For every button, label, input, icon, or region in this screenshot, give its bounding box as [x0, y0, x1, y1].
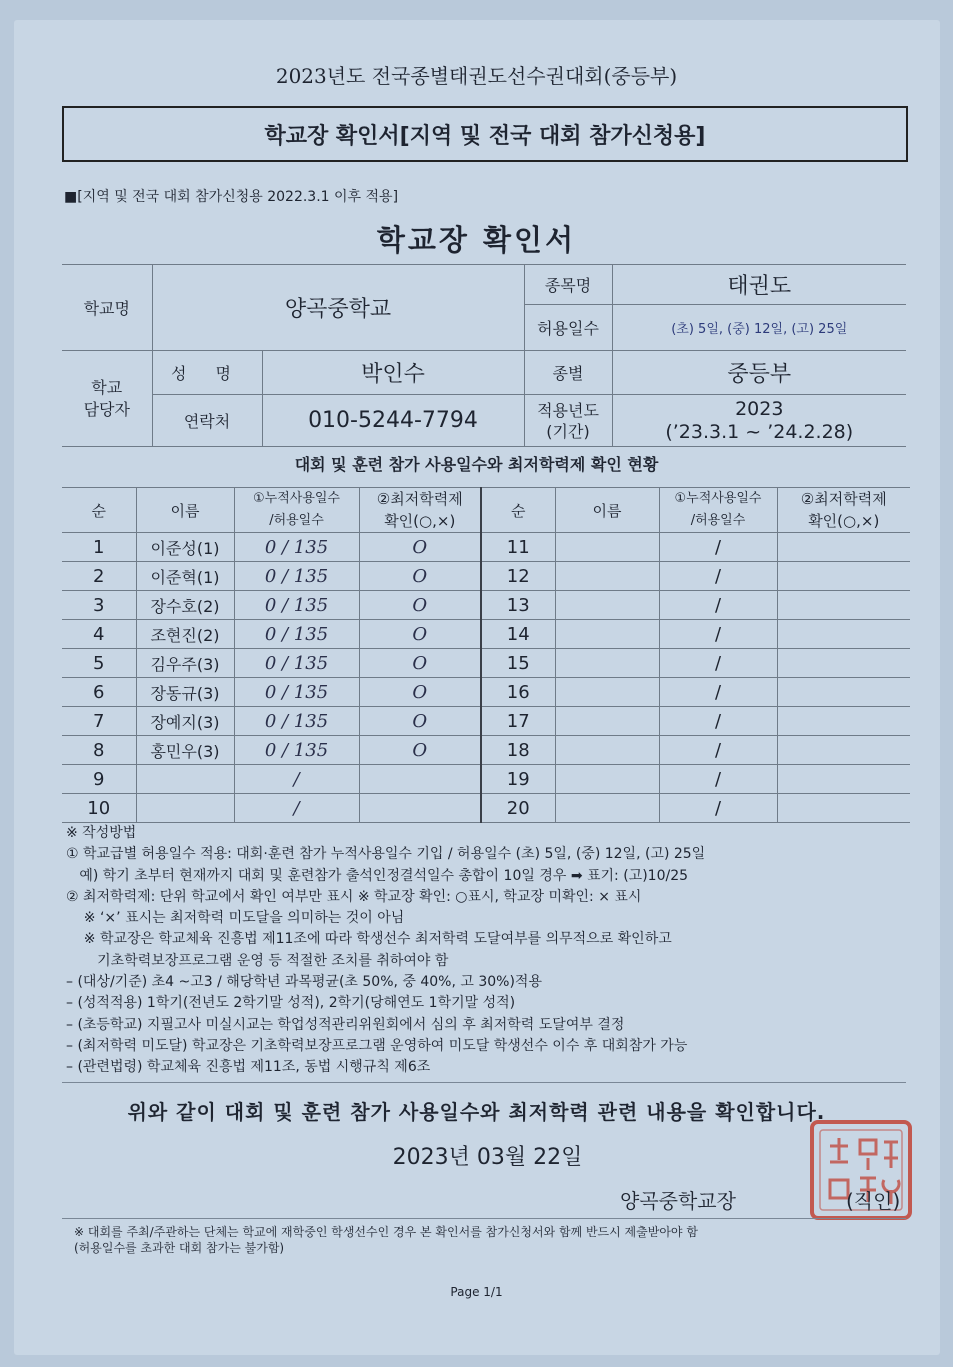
row-name: [555, 620, 659, 649]
row-check: [777, 678, 910, 707]
row-check: O: [359, 678, 481, 707]
row-check: [777, 591, 910, 620]
table-header-row: [62, 488, 910, 533]
year-cell: [612, 395, 906, 447]
row-days: /: [659, 765, 777, 794]
divider-2: [62, 1218, 906, 1219]
note-line: ※ ‘×’ 표시는 최저학력 미도달을 의미하는 것이 아님: [66, 910, 405, 927]
row-no: 11: [481, 533, 555, 562]
row-days: /: [659, 736, 777, 765]
row-check: [777, 736, 910, 765]
athlete-table-body: [62, 488, 910, 823]
row-name: 이준성(1): [136, 533, 234, 562]
table-row: [62, 678, 910, 707]
note-line: ① 학교급별 허용일수 적용: 대회·훈련 참가 누적사용일수 기입 / 허용일수 (초) 5일, (중) 12일, (고) 25일: [66, 846, 706, 863]
row-days: 0 / 135: [234, 736, 359, 765]
header-check: ②최저학력제 확인(○,×): [359, 488, 481, 533]
event-title: 2023년도 전국종별태권도선수권대회(중등부): [275, 64, 678, 88]
row-check: O: [359, 562, 481, 591]
header-no: 순: [62, 488, 136, 533]
row-days: 0 / 135: [234, 620, 359, 649]
confirm-statement: 위와 같이 대회 및 훈련 참가 사용일수와 최저학력 관련 내용을 확인합니다.: [127, 1100, 826, 1124]
division-value: 중등부: [612, 351, 906, 395]
note-line: – (관련법령) 학교체육 진흥법 제11조, 동법 시행규칙 제6조: [66, 1059, 431, 1076]
name-label: 성 명: [152, 351, 262, 395]
row-days: /: [659, 794, 777, 823]
row-check: [359, 794, 481, 823]
info-table: [62, 264, 906, 447]
row-name: [136, 794, 234, 823]
row-no: 13: [481, 591, 555, 620]
row-days: 0 / 135: [234, 591, 359, 620]
row-check: [777, 765, 910, 794]
issue-date: 2023년 03월 22일: [392, 1145, 583, 1170]
row-no: 7: [62, 707, 136, 736]
row-days: /: [234, 765, 359, 794]
allowed-label: 허용일수: [524, 305, 612, 351]
row-check: [777, 649, 910, 678]
athlete-table: [62, 487, 910, 823]
row-name: 장동규(3): [136, 678, 234, 707]
header-check-2: ②최저학력제 확인(○,×): [777, 488, 910, 533]
row-name: 장예지(3): [136, 707, 234, 736]
row-name: 김우주(3): [136, 649, 234, 678]
contact-value: 010-5244-7794: [262, 395, 524, 447]
year-label: 적용년도 (기간): [524, 395, 612, 447]
row-no: 17: [481, 707, 555, 736]
school-label: 학교명: [62, 265, 152, 351]
row-name: 장수호(2): [136, 591, 234, 620]
row-days: /: [659, 591, 777, 620]
note-line: – (최저학력 미도달) 학교장은 기초학력보장프로그램 운영하여 미도달 학생선수 이수 후 대회참가 가능: [66, 1037, 688, 1054]
row-check: [777, 707, 910, 736]
row-check: O: [359, 620, 481, 649]
principal-name: 양곡중학교장: [620, 1189, 736, 1213]
row-name: [555, 707, 659, 736]
row-no: 10: [62, 794, 136, 823]
row-days: /: [234, 794, 359, 823]
row-name: [555, 678, 659, 707]
row-check: O: [359, 707, 481, 736]
header-no-2: 순: [481, 488, 555, 533]
table-row: [62, 707, 910, 736]
table-title: 대회 및 훈련 참가 사용일수와 최저학력제 확인 현황: [294, 455, 659, 474]
row-days: 0 / 135: [234, 649, 359, 678]
row-name: [136, 765, 234, 794]
main-title: 학교장 확인서: [376, 223, 577, 257]
row-no: 20: [481, 794, 555, 823]
row-no: 12: [481, 562, 555, 591]
seal-label: (직인): [846, 1189, 901, 1213]
table-row: [62, 736, 910, 765]
divider: [62, 1082, 906, 1083]
row-days: /: [659, 533, 777, 562]
row-check: O: [359, 533, 481, 562]
row-name: 이준혁(1): [136, 562, 234, 591]
period-value: (’23.3.1 ~ ’24.2.28): [665, 420, 854, 443]
row-no: 18: [481, 736, 555, 765]
table-row: [62, 533, 910, 562]
note-line: – (대상/기준) 초4 ~고3 / 해당학년 과목평균(초 50%, 중 40%, 고 30%)적용: [66, 974, 542, 991]
row-name: [555, 562, 659, 591]
row-check: O: [359, 591, 481, 620]
sport-value: 태권도: [612, 265, 906, 305]
row-days: /: [659, 678, 777, 707]
row-days: /: [659, 620, 777, 649]
row-name: [555, 765, 659, 794]
row-no: 15: [481, 649, 555, 678]
row-check: [777, 533, 910, 562]
row-name: [555, 533, 659, 562]
row-no: 19: [481, 765, 555, 794]
writing-instructions: [66, 823, 916, 1079]
note-line: 기초학력보장프로그램 운영 등 적절한 조치를 취하여야 함: [66, 952, 449, 969]
header-name-2: 이름: [555, 488, 659, 533]
row-no: 8: [62, 736, 136, 765]
note-line: – (성적적용) 1학기(전년도 2학기말 성적), 2학기(당해연도 1학기말 성적): [66, 995, 516, 1012]
note-line: ※ 작성방법: [66, 825, 137, 841]
row-days: 0 / 135: [234, 562, 359, 591]
row-name: [555, 649, 659, 678]
applied-note: ■[지역 및 전국 대회 참가신청용 2022.3.1 이후 적용]: [64, 189, 399, 205]
row-check: O: [359, 649, 481, 678]
table-row: [62, 620, 910, 649]
row-days: 0 / 135: [234, 533, 359, 562]
row-name: [555, 794, 659, 823]
row-name: [555, 591, 659, 620]
row-name: 조현진(2): [136, 620, 234, 649]
contact-label: 연락처: [152, 395, 262, 447]
row-days: 0 / 135: [234, 678, 359, 707]
row-check: [359, 765, 481, 794]
header-days-2: ①누적사용일수 /허용일수: [659, 488, 777, 533]
sport-label: 종목명: [524, 265, 612, 305]
row-days: /: [659, 562, 777, 591]
row-no: 9: [62, 765, 136, 794]
row-check: [777, 562, 910, 591]
row-days: /: [659, 707, 777, 736]
table-row: [62, 765, 910, 794]
footnote: ※ 대회를 주최/주관하는 단체는 학교에 재학중인 학생선수인 경우 본 확인서를 참가신청서와 함께 반드시 제출받아야 함 (허용일수를 초과한 대회 참가는 불가함): [74, 1225, 698, 1255]
row-days: 0 / 135: [234, 707, 359, 736]
note-line: ※ 학교장은 학교체육 진흥법 제11조에 따라 학생선수 최저학력 도달여부를 의무적으로 확인하고: [66, 931, 672, 948]
row-no: 6: [62, 678, 136, 707]
note-line: 예) 학기 초부터 현재까지 대회 및 훈련참가 출석인정결석일수 총합이 10일 경우 ➡ 표기: (고)10/25: [66, 867, 689, 884]
row-check: [777, 620, 910, 649]
header-name: 이름: [136, 488, 234, 533]
note-line: – (초등학교) 지필고사 미실시교는 학업성적관리위원회에서 심의 후 최저학력 도달여부 결정: [66, 1016, 625, 1033]
row-name: [555, 736, 659, 765]
manager-label: 학교 담당자: [62, 351, 152, 447]
row-no: 1: [62, 533, 136, 562]
table-row: [62, 649, 910, 678]
year-value: 2023: [735, 397, 784, 420]
row-check: O: [359, 736, 481, 765]
header-days: ①누적사용일수 /허용일수: [234, 488, 359, 533]
row-check: [777, 794, 910, 823]
row-no: 16: [481, 678, 555, 707]
row-no: 4: [62, 620, 136, 649]
form-title: [62, 106, 908, 162]
row-no: 5: [62, 649, 136, 678]
row-no: 14: [481, 620, 555, 649]
table-row: [62, 562, 910, 591]
school-value: 양곡중학교: [152, 265, 524, 351]
division-label: 종별: [524, 351, 612, 395]
name-value: 박인수: [262, 351, 524, 395]
row-no: 2: [62, 562, 136, 591]
table-row: [62, 591, 910, 620]
row-no: 3: [62, 591, 136, 620]
note-line: ② 최저학력제: 단위 학교에서 확인 여부만 표시 ※ 학교장 확인: ○표시, 학교장 미확인: × 표시: [66, 888, 642, 905]
table-row: [62, 794, 910, 823]
row-name: 홍민우(3): [136, 736, 234, 765]
page-number: Page 1/1: [450, 1285, 503, 1299]
row-days: /: [659, 649, 777, 678]
form-title-text: 학교장 확인서[지역 및 전국 대회 참가신청용]: [264, 123, 706, 149]
allowed-value: (초) 5일, (중) 12일, (고) 25일: [612, 305, 906, 351]
